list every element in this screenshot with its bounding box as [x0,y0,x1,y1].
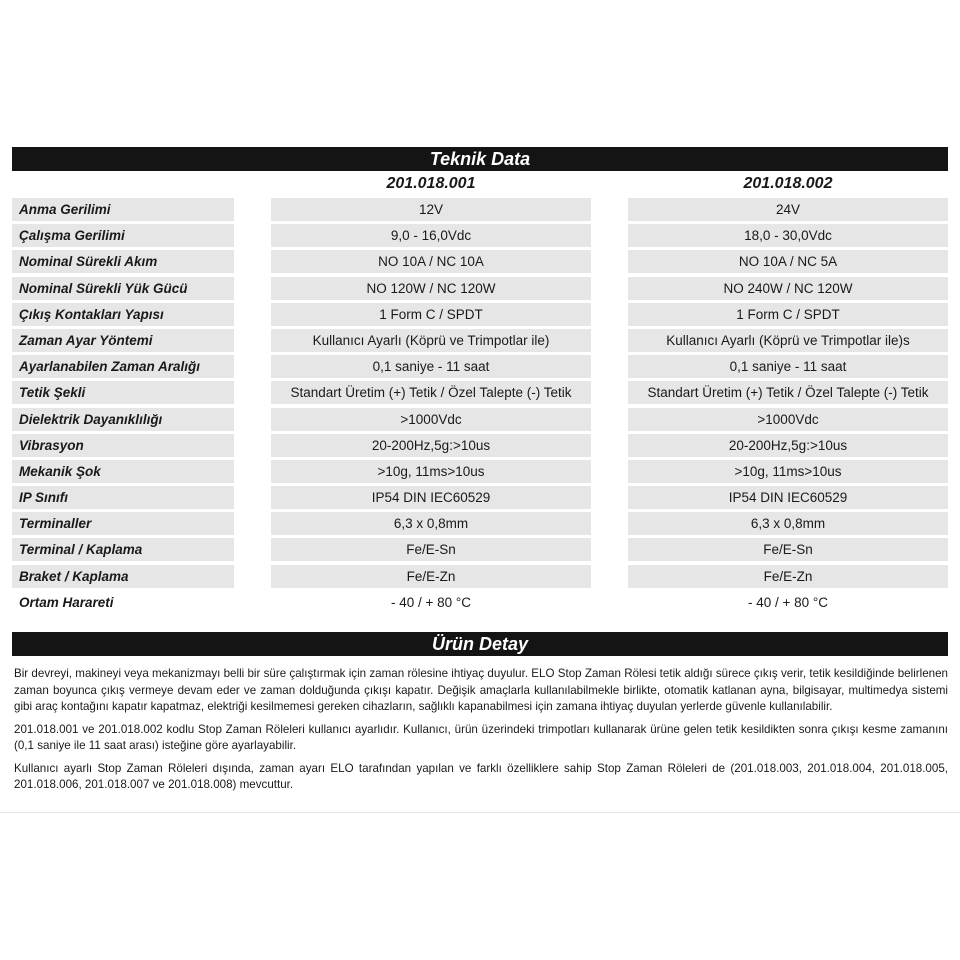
spec-value-model-2: Standart Üretim (+) Tetik / Özel Talepte (-) Tetik [628,381,948,404]
technical-data-header [12,147,948,171]
spec-label: Anma Gerilimi [12,198,234,221]
spec-label: Mekanik Şok [12,460,234,483]
spec-value-model-1: Fe/E-Sn [271,538,591,561]
detail-paragraph: Kullanıcı ayarlı Stop Zaman Röleleri dışında, zaman ayarı ELO tarafından yapılan ve farklı özelliklere sahip Stop Zaman Röleleri de (201.018.003, 201.018.004, 201.018.005, 201.018.006, 201.018.007 ve 201.018.008) mevcuttur. [14,761,948,791]
spec-row [0,276,960,302]
model-1-header: 201.018.001 [386,175,476,192]
spec-value-model-1: >10g, 11ms>10us [271,460,591,483]
spec-value-model-2: >1000Vdc [628,408,948,431]
spec-value-model-1: IP54 DIN IEC60529 [271,486,591,509]
product-detail-body [14,666,948,800]
spec-value-model-1: - 40 / + 80 °C [390,594,472,610]
spec-value-model-1: >1000Vdc [271,408,591,431]
spec-value-model-2: 20-200Hz,5g:>10us [628,434,948,457]
spec-value-model-2: IP54 DIN IEC60529 [628,486,948,509]
spec-row [0,537,960,563]
spec-value-model-2: 0,1 saniye - 11 saat [628,355,948,378]
spec-label: Vibrasyon [12,434,234,457]
product-detail-title: Ürün Detay [431,633,529,654]
spec-value-model-2: Kullanıcı Ayarlı (Köprü ve Trimpotlar ile)s [628,329,948,352]
spec-value-model-2: NO 10A / NC 5A [628,250,948,273]
spec-value-model-2: 24V [628,198,948,221]
model-2-header: 201.018.002 [743,175,833,192]
spec-table [0,197,960,616]
spec-label: Ortam Harareti [19,594,114,610]
spec-row [0,590,960,616]
spec-value-model-2: - 40 / + 80 °C [747,594,829,610]
spec-value-model-1: 12V [271,198,591,221]
spec-row [0,564,960,590]
spec-label: IP Sınıfı [12,486,234,509]
spec-value-model-2: >10g, 11ms>10us [628,460,948,483]
spec-label: Çalışma Gerilimi [12,224,234,247]
detail-paragraph: Bir devreyi, makineyi veya mekanizmayı belli bir süre çalıştırmak için zaman rölesine ihtiyaç duyulur. ELO Stop Zaman Rölesi tetik aldığı sürece çıkış verir, tetik kesildiğinde belirlenen zaman boyunca çıkış vermeye devam eder ve zaman dolduğunda çıkışı kapatır. Değişik amaçlarla kullanılabilmekle birlikte, otomatik katlanan ayna, bilgisayar, multimedya sistemi gibi araç kontağını kapatır kapatmaz, elektriği kesilmemesi gereken cihazların, sağlıklı kapanabilmesi için zamana ihtiyaç duyulan yerlerde güvenle kullanılabilir. [14,667,948,713]
spec-value-model-1: 20-200Hz,5g:>10us [271,434,591,457]
spec-value-model-1: 0,1 saniye - 11 saat [271,355,591,378]
spec-label: Terminaller [12,512,234,535]
product-detail-header [12,632,948,656]
spec-value-model-1: Standart Üretim (+) Tetik / Özel Talepte (-) Tetik [271,381,591,404]
spec-row [0,328,960,354]
spec-label: Nominal Sürekli Akım [12,250,234,273]
spec-row [0,223,960,249]
spec-label: Braket / Kaplama [12,565,234,588]
spec-label: Terminal / Kaplama [12,538,234,561]
spec-row [0,407,960,433]
spec-value-model-1: NO 120W / NC 120W [271,277,591,300]
spec-row [0,511,960,537]
spec-row [0,485,960,511]
spec-row [0,302,960,328]
spec-value-model-1: Kullanıcı Ayarlı (Köprü ve Trimpotlar ile) [271,329,591,352]
spec-row [0,354,960,380]
technical-data-title: Teknik Data [429,148,531,169]
spec-value-model-2: Fe/E-Sn [628,538,948,561]
spec-label: Tetik Şekli [12,381,234,404]
spec-label: Nominal Sürekli Yük Gücü [12,277,234,300]
spec-value-model-1: 9,0 - 16,0Vdc [271,224,591,247]
spec-value-model-2: 1 Form C / SPDT [628,303,948,326]
spec-value-model-1: Fe/E-Zn [271,565,591,588]
spec-value-model-1: NO 10A / NC 10A [271,250,591,273]
spec-value-model-2: NO 240W / NC 120W [628,277,948,300]
spec-value-model-1: 6,3 x 0,8mm [271,512,591,535]
spec-value-model-2: 18,0 - 30,0Vdc [628,224,948,247]
detail-paragraph: 201.018.001 ve 201.018.002 kodlu Stop Zaman Röleleri kullanıcı ayarlıdır. Kullanıcı, ürün üzerindeki trimpotları kullanarak ürüne gelen tetik kesildikten sonra çıkışı kesme zamanını (0,1 saniye ile 11 saat arası) isteğine göre ayarlayabilir. [14,722,948,752]
spec-label: Ayarlanabilen Zaman Aralığı [12,355,234,378]
spec-value-model-2: 6,3 x 0,8mm [628,512,948,535]
spec-value-model-1: 1 Form C / SPDT [271,303,591,326]
spec-value-model-2: Fe/E-Zn [628,565,948,588]
spec-row [0,197,960,223]
spec-row [0,433,960,459]
spec-label: Dielektrik Dayanıklılığı [12,408,234,431]
spec-row [0,459,960,485]
spec-row [0,380,960,406]
spec-row [0,249,960,275]
divider [0,812,960,813]
spec-label: Zaman Ayar Yöntemi [12,329,234,352]
spec-label: Çıkış Kontakları Yapısı [12,303,234,326]
